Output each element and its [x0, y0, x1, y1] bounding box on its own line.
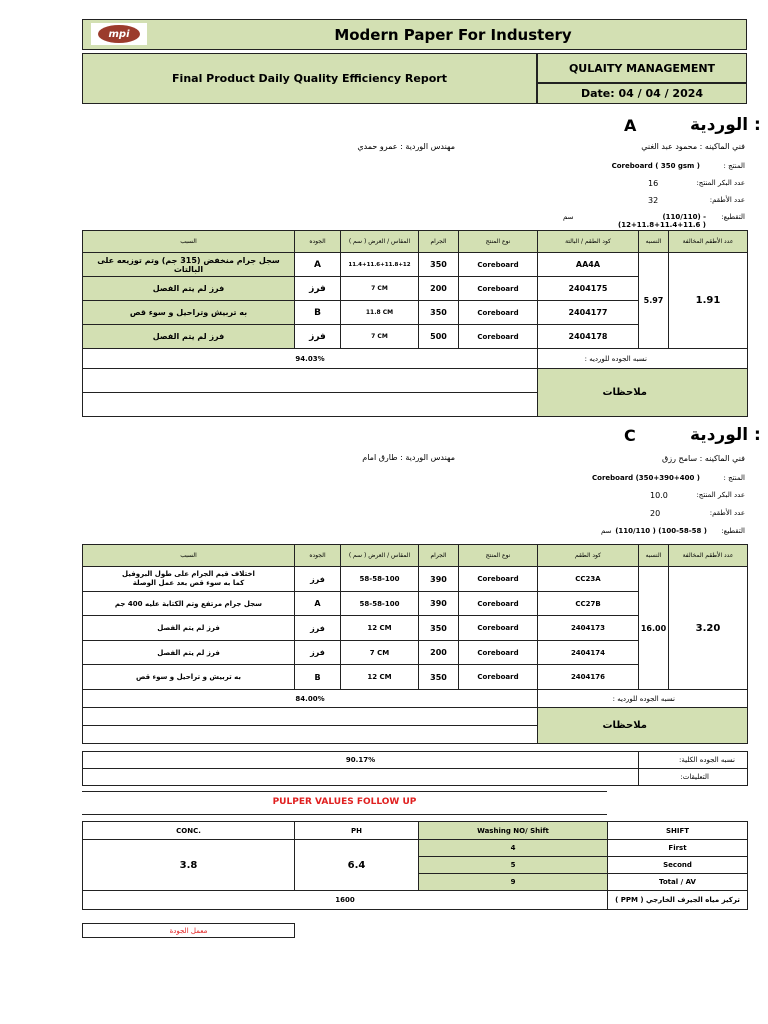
reason-cell: سجل جرام منخفض (315 جم) وتم توزيعه على البالتات [83, 253, 295, 277]
size-cell: 58-58-100 [341, 592, 419, 616]
size-cell: 7 CM [341, 325, 419, 349]
type-cell: Coreboard [459, 277, 538, 301]
quality-cell: فرز [295, 567, 341, 592]
shift-c-engineer: مهندس الوردية : طارق امام [362, 453, 455, 462]
shift-a-product-label: المنتج : [723, 162, 745, 170]
shift-c-notes-label: ملاحظات [538, 708, 748, 744]
ppm-value: 1600 [83, 891, 608, 910]
washing-cell: 5 [419, 857, 608, 874]
quality-cell: فرز [295, 616, 341, 641]
quality-cell: A [295, 253, 341, 277]
code-cell: 2404174 [538, 641, 639, 665]
quality-cell: A [295, 592, 341, 616]
col-conc: CONC. [83, 822, 295, 840]
gsm-cell: 350 [419, 665, 459, 690]
overall-quality-label: نسبه الجوده الكلية: [639, 752, 748, 769]
col-washing: Washing NO/ Shift [419, 822, 608, 840]
gsm-cell: 200 [419, 277, 459, 301]
ppm-label: تركيز مياه الجيرف الخارجي ( PPM ) [608, 891, 748, 910]
shift-cell: First [608, 840, 748, 857]
pulper-table [82, 821, 748, 910]
quality-management-label: QULAITY MANAGEMENT [537, 53, 747, 83]
shift-a-quality-ratio-label: نسبه الجوده للورديه : [538, 349, 748, 369]
shift-c-product-value: Coreboard (350+390+400 ) [592, 474, 700, 482]
shift-c-table [82, 544, 748, 744]
code-cell: 2404175 [538, 277, 639, 301]
col-code: كود الطقم / البالتة [538, 231, 639, 253]
type-cell: Coreboard [459, 325, 538, 349]
shift-c-product-label: المنتج : [723, 474, 745, 482]
reason-cell: فرز لم يتم الفصل [83, 325, 295, 349]
code-cell: CC27B [538, 592, 639, 616]
reason-cell [83, 567, 295, 592]
shift-a-product-value: Coreboard ( 350 gsm ) [611, 162, 700, 170]
size-cell: 7 CM [341, 641, 419, 665]
washing-cell: 4 [419, 840, 608, 857]
code-cell: CC23A [538, 567, 639, 592]
col-code: كود الطقم [538, 545, 639, 567]
shift-c-title: الوردية : [690, 425, 761, 445]
quality-cell: B [295, 301, 341, 325]
gsm-cell: 350 [419, 616, 459, 641]
ratio-cell: 16.00 [639, 567, 669, 690]
shift-c-sets-value: 20 [650, 509, 661, 518]
col-ratio: النسبه [639, 231, 669, 253]
type-cell: Coreboard [459, 592, 538, 616]
comments-field [83, 769, 639, 786]
conc-value: 3.8 [83, 840, 295, 891]
shift-c-cutting-label: التقطيع: [721, 527, 745, 535]
ratio-cell: 5.97 [639, 253, 669, 349]
company-logo [91, 23, 147, 45]
col-bad-sets: عدد الأطقم المخالفة [669, 545, 748, 567]
shift-a-cutting-label: التقطيع: [721, 213, 745, 221]
pulper-title-rule-top [82, 791, 607, 792]
shift-a-engineer: مهندس الوردية : عمرو حمدي [357, 142, 455, 151]
pulper-title-rule-bottom [82, 814, 607, 815]
reason-cell: به تربيش و تراحيل و سوء قص [83, 665, 295, 690]
size-cell: 12 CM [341, 665, 419, 690]
col-shift: SHIFT [608, 822, 748, 840]
gsm-cell: 390 [419, 567, 459, 592]
reason-line-1: اختلاف قيم الجرام على طول البروفيل [122, 570, 255, 578]
shift-a-reels-value: 16 [648, 179, 659, 188]
table-row [83, 567, 748, 592]
type-cell: Coreboard [459, 665, 538, 690]
gsm-cell: 350 [419, 301, 459, 325]
size-cell: 11.8 CM [341, 301, 419, 325]
notes-line [83, 708, 538, 726]
type-cell: Coreboard [459, 616, 538, 641]
notes-line [83, 726, 538, 744]
shift-cell: Total / AV [608, 874, 748, 891]
pulper-title: PULPER VALUES FOLLOW UP [272, 797, 417, 807]
overall-table [82, 751, 748, 786]
col-product-type: نوع المنتج [459, 231, 538, 253]
shift-c-reels-label: عدد البكر المنتج: [696, 491, 745, 499]
gsm-cell: 390 [419, 592, 459, 616]
gsm-cell: 350 [419, 253, 459, 277]
col-size: المقاس / العرض ( سم ) [341, 231, 419, 253]
col-reason: السبب [83, 545, 295, 567]
reason-line-2: كما به سوء قص بعد عمل الوصلة [132, 579, 245, 587]
reason-cell: فرز لم يتم الفصل [83, 277, 295, 301]
reason-cell: فرز لم يتم الفصل [83, 641, 295, 665]
size-cell: 12 CM [341, 616, 419, 641]
col-gsm: الجرام [419, 545, 459, 567]
shift-a-quality-ratio: 94.03% [83, 349, 538, 369]
quality-cell: فرز [295, 641, 341, 665]
col-quality: الجوده [295, 545, 341, 567]
quality-lab-box: معمل الجودة [82, 923, 295, 938]
shift-a-cutting-value: (110/110) - (12+11.8+11.4+11.6 ) [618, 213, 706, 229]
notes-line [83, 393, 538, 417]
quality-cell: فرز [295, 325, 341, 349]
shift-a-code: A [624, 116, 637, 135]
shift-cell: Second [608, 857, 748, 874]
col-reason: السبب [83, 231, 295, 253]
report-date: Date: 04 / 04 / 2024 [537, 83, 747, 104]
overall-quality-value: 90.17% [83, 752, 639, 769]
type-cell: Coreboard [459, 641, 538, 665]
code-cell: 2404177 [538, 301, 639, 325]
shift-a-cutting-unit: سم [563, 213, 574, 221]
quality-cell: B [295, 665, 341, 690]
company-header [82, 19, 747, 50]
shift-c-cutting-value: (110/110 ) (100-58-58 ) [615, 527, 707, 535]
col-size: المقاس / العرض ( سم ) [341, 545, 419, 567]
ph-value: 6.4 [295, 840, 419, 891]
shift-a-title: الوردية : [690, 115, 761, 135]
size-cell: 58-58-100 [341, 567, 419, 592]
bad-sets-cell: 3.20 [669, 567, 748, 690]
bad-sets-cell: 1.91 [669, 253, 748, 349]
report-title: Final Product Daily Quality Efficiency Report [82, 53, 537, 104]
quality-cell: فرز [295, 277, 341, 301]
code-cell: AA4A [538, 253, 639, 277]
reason-cell: فرز لم يتم الفصل [83, 616, 295, 641]
col-bad-sets: عدد الأطقم المخالفة [669, 231, 748, 253]
code-cell: 2404178 [538, 325, 639, 349]
code-cell: 2404173 [538, 616, 639, 641]
shift-c-quality-ratio-label: نسبه الجوده للورديه : [538, 690, 748, 708]
shift-a-reels-label: عدد البكر المنتج: [696, 179, 745, 187]
type-cell: Coreboard [459, 301, 538, 325]
code-cell: 2404176 [538, 665, 639, 690]
col-ph: PH [295, 822, 419, 840]
col-gsm: الجرام [419, 231, 459, 253]
col-ratio: النسبه [639, 545, 669, 567]
table-row [83, 253, 748, 277]
shift-a-sets-label: عدد الأطقم: [709, 196, 745, 204]
shift-a-table [82, 230, 748, 417]
gsm-cell: 200 [419, 641, 459, 665]
shift-c-machine-tech: فني الماكينه : سامح رزق [662, 454, 745, 463]
col-product-type: نوع المنتج [459, 545, 538, 567]
logo-mark: mpi [98, 25, 140, 43]
shift-c-quality-ratio: 84.00% [83, 690, 538, 708]
shift-a-machine-tech: فني الماكينه : محمود عبد الغني [641, 142, 745, 151]
shift-c-cutting-unit: سم [601, 527, 612, 535]
col-quality: الجوده [295, 231, 341, 253]
company-name: Modern Paper For Industery [334, 25, 572, 44]
size-cell: 7 CM [341, 277, 419, 301]
comments-label: التعليقات: [639, 769, 748, 786]
shift-c-reels-value: 10.0 [650, 491, 668, 500]
washing-cell: 9 [419, 874, 608, 891]
shift-a-notes-label: ملاحظات [538, 369, 748, 417]
type-cell: Coreboard [459, 567, 538, 592]
size-cell: 11.4+11.6+11.8+12 [341, 253, 419, 277]
shift-c-code: C [624, 426, 636, 445]
reason-cell: سجل جرام مرتفع وتم الكتابة عليه 400 جم [83, 592, 295, 616]
shift-a-sets-value: 32 [648, 196, 659, 205]
notes-line [83, 369, 538, 393]
reason-cell: به تربيش وتراحيل و سوء قص [83, 301, 295, 325]
type-cell: Coreboard [459, 253, 538, 277]
gsm-cell: 500 [419, 325, 459, 349]
shift-c-sets-label: عدد الأطقم: [709, 509, 745, 517]
